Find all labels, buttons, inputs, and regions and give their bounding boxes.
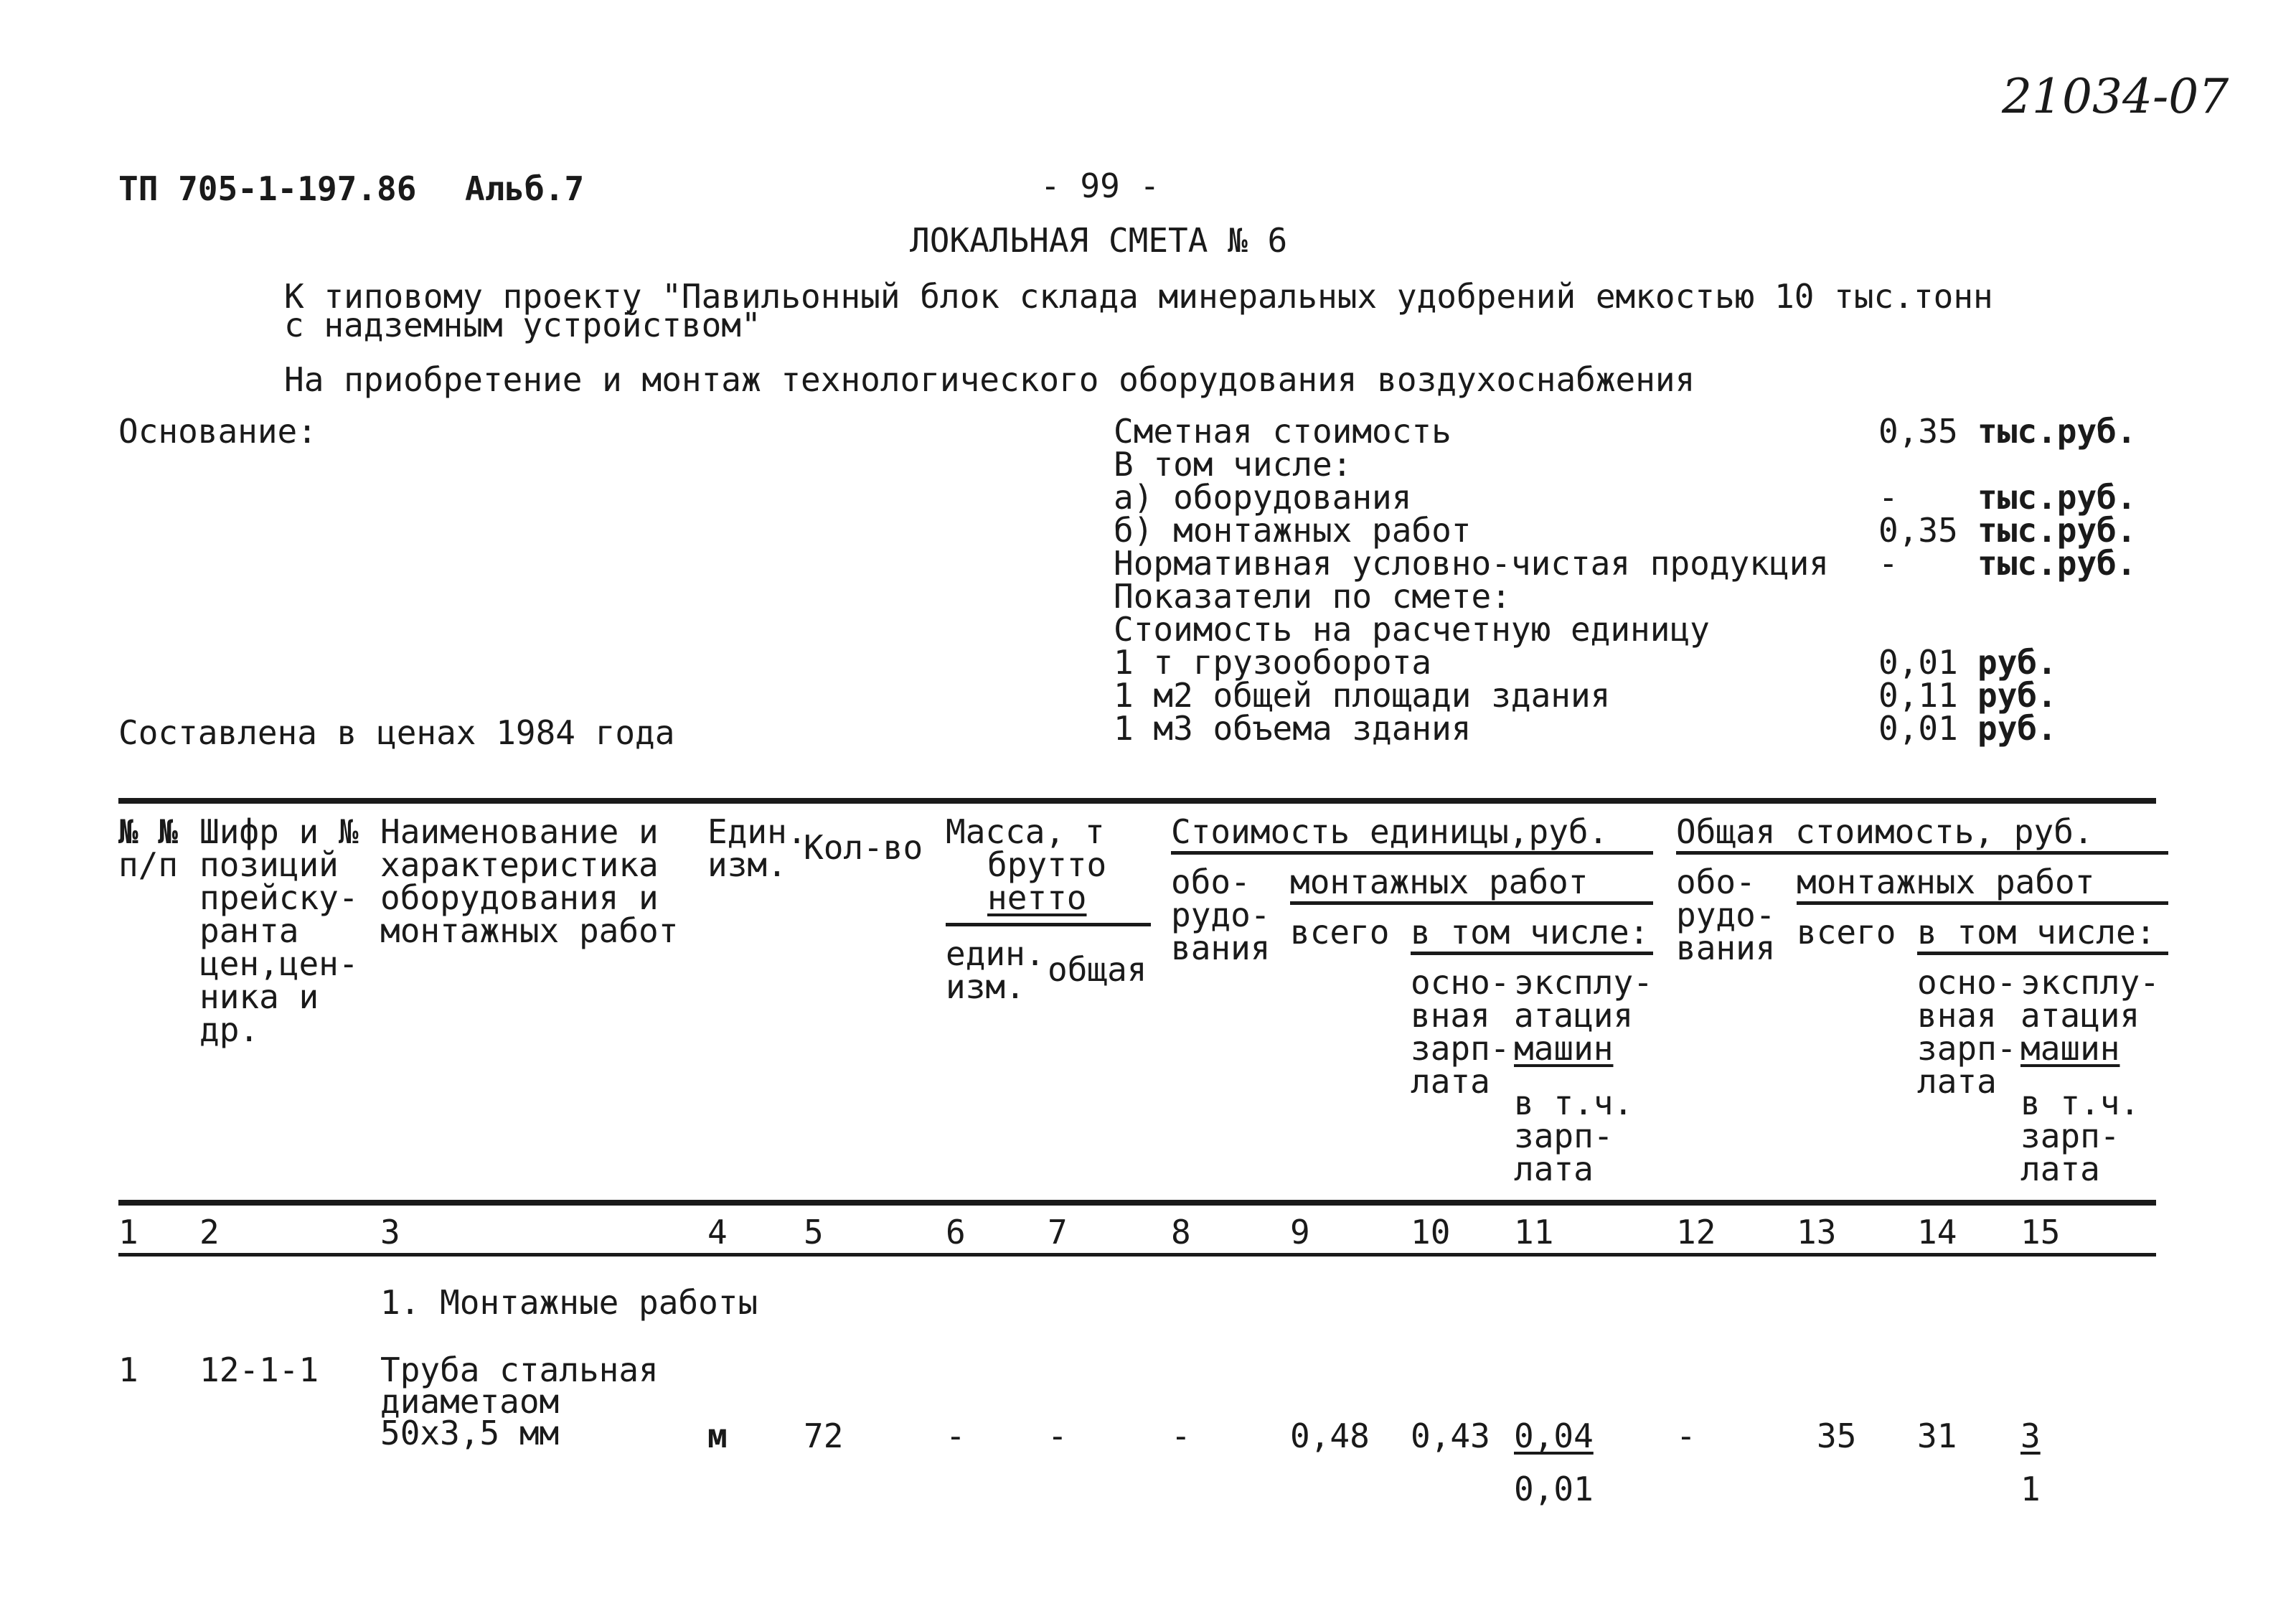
column-number: 14 <box>1917 1213 1957 1251</box>
header-unit-incl-rule <box>1411 952 1653 955</box>
summary-label: 1 м2 общей площади здания <box>1114 676 1611 715</box>
header-col2: др. <box>199 1010 260 1049</box>
header-unit-base-wage: осно- <box>1411 963 1510 1002</box>
column-number: 3 <box>380 1213 400 1251</box>
header-unit-mount: монтажных работ <box>1290 863 1589 901</box>
summary-value: - <box>1878 544 1899 583</box>
summary-label: а) оборудования <box>1114 478 1412 517</box>
row-name: диаметаом <box>380 1382 560 1421</box>
header-col4: Един. <box>707 812 807 851</box>
header-total-incl-wage: в т.ч. <box>2020 1084 2140 1122</box>
header-total-cost: Общая стоимость, руб. <box>1676 812 2094 851</box>
column-number: 2 <box>199 1213 220 1251</box>
column-number: 11 <box>1514 1213 1554 1251</box>
header-total-base-wage: осно- <box>1917 963 2017 1002</box>
header-col3: монтажных работ <box>380 911 679 950</box>
row-name: 50х3,5 мм <box>380 1414 560 1452</box>
table-top-rule <box>118 798 2156 804</box>
summary-label: 1 т грузооборота <box>1114 643 1432 682</box>
album-label: Альб.7 <box>465 169 585 208</box>
header-col2: прейску- <box>199 878 359 917</box>
column-number: 13 <box>1797 1213 1837 1251</box>
header-unit-mount-rule <box>1290 901 1653 905</box>
header-total-incl-wage: зарп- <box>2020 1117 2120 1155</box>
header-mass-total: общая <box>1048 950 1147 989</box>
doc-number: 21034-07 <box>2002 69 2229 124</box>
header-total-base-wage: зарп- <box>1917 1029 2017 1068</box>
summary-unit: руб. <box>1977 676 2057 715</box>
header-unit-cost-rule <box>1171 851 1653 855</box>
header-col2: Шифр и № <box>199 812 359 851</box>
header-total-base-wage: вная <box>1917 996 1997 1035</box>
header-total-base-wage: лата <box>1917 1062 1997 1101</box>
project-line-2: с надземным устройством" <box>284 306 761 344</box>
header-total-machines: машин <box>2020 1029 2120 1068</box>
summary-unit: тыс.руб. <box>1977 412 2137 451</box>
summary-value: 0,01 <box>1878 643 1958 682</box>
header-col2: позиций <box>199 845 339 884</box>
header-unit-machines: эксплу- <box>1514 963 1653 1002</box>
header-unit-machines: машин <box>1514 1029 1614 1068</box>
header-col1: № № <box>118 812 179 851</box>
header-col2: ранта <box>199 911 299 950</box>
header-unit-all: всего <box>1290 913 1390 952</box>
header-mass-netto: нетто <box>987 878 1087 917</box>
header-total-machines: атация <box>2020 996 2140 1035</box>
summary-value: 0,35 <box>1878 511 1958 550</box>
row-mass-total: - <box>1048 1417 1068 1455</box>
header-unit-equip: вания <box>1171 929 1271 967</box>
header-col3: характеристика <box>380 845 659 884</box>
summary-label: Сметная стоимость <box>1114 412 1452 451</box>
header-col3: оборудования и <box>380 878 659 917</box>
summary-unit: руб. <box>1977 643 2057 682</box>
table-header-rule <box>118 1200 2156 1206</box>
column-number: 15 <box>2020 1213 2061 1251</box>
row-machines-total: 3 <box>2020 1417 2041 1455</box>
tp-code: ТП 705-1-197.86 <box>118 169 417 208</box>
header-total-incl: в том числе: <box>1917 913 2156 952</box>
header-total-equip: рудо- <box>1676 896 1776 934</box>
summary-value: - <box>1878 478 1899 517</box>
row-mount-all-unit: 0,48 <box>1290 1417 1370 1455</box>
column-number: 4 <box>707 1213 728 1251</box>
header-total-incl-wage: лата <box>2020 1150 2100 1188</box>
header-unit-base-wage: лата <box>1411 1062 1490 1101</box>
header-mass-rule <box>946 923 1151 926</box>
row-machines-wage-unit: 0,01 <box>1514 1470 1594 1508</box>
header-unit-incl-wage: в т.ч. <box>1514 1084 1634 1122</box>
basis-label: Основание: <box>118 412 317 451</box>
column-number: 1 <box>118 1213 138 1251</box>
column-number: 8 <box>1171 1213 1191 1251</box>
row-code: 12-1-1 <box>199 1351 319 1389</box>
column-number: 9 <box>1290 1213 1310 1251</box>
column-numbers-rule <box>118 1253 2156 1257</box>
column-number: 7 <box>1048 1213 1068 1251</box>
column-number: 12 <box>1676 1213 1716 1251</box>
header-unit-machines: атация <box>1514 996 1634 1035</box>
header-unit-incl: в том числе: <box>1411 913 1650 952</box>
header-col2: ника и <box>199 977 319 1016</box>
column-number: 5 <box>804 1213 824 1251</box>
header-col3: Наименование и <box>380 812 659 851</box>
header-unit-equip: обо- <box>1171 863 1251 901</box>
summary-label: Показатели по смете: <box>1114 577 1511 616</box>
header-mass-unit: изм. <box>946 967 1025 1006</box>
header-unit-base-wage: зарп- <box>1411 1029 1510 1068</box>
prices-note: Составлена в ценах 1984 года <box>118 713 675 752</box>
summary-value: 0,35 <box>1878 412 1958 451</box>
header-unit-cost: Стоимость единицы,руб. <box>1171 812 1609 851</box>
summary-unit: тыс.руб. <box>1977 544 2137 583</box>
summary-label: б) монтажных работ <box>1114 511 1472 550</box>
summary-label: Нормативная условно-чистая продукция <box>1114 544 1829 583</box>
summary-unit: тыс.руб. <box>1977 511 2137 550</box>
row-qty: 72 <box>804 1417 844 1455</box>
header-unit-incl-wage: зарп- <box>1514 1117 1614 1155</box>
row-equip-unit: - <box>1171 1417 1191 1455</box>
row-base-wage-total: 31 <box>1917 1417 1957 1455</box>
header-total-equip: вания <box>1676 929 1776 967</box>
header-total-machines: эксплу- <box>2020 963 2160 1002</box>
document-title: ЛОКАЛЬНАЯ СМЕТА № 6 <box>910 221 1288 260</box>
row-unit: м <box>707 1417 728 1455</box>
row-base-wage-unit: 0,43 <box>1411 1417 1490 1455</box>
row-mount-all-total: 35 <box>1817 1417 1857 1455</box>
header-total-all: всего <box>1797 913 1896 952</box>
header-col5: Кол-во <box>804 828 923 867</box>
summary-label: В том числе: <box>1114 445 1352 484</box>
summary-unit: тыс.руб. <box>1977 478 2137 517</box>
summary-value: 0,01 <box>1878 709 1958 748</box>
purpose-line: На приобретение и монтаж технологического оборудования воздухоснабжения <box>284 360 1695 399</box>
header-total-cost-rule <box>1676 851 2168 855</box>
header-unit-incl-wage: лата <box>1514 1150 1594 1188</box>
row-mass-unit: - <box>946 1417 966 1455</box>
header-unit-base-wage: вная <box>1411 996 1490 1035</box>
row-machines-wage-total: 1 <box>2020 1470 2041 1508</box>
section-title: 1. Монтажные работы <box>380 1283 758 1322</box>
row-machines-unit: 0,04 <box>1514 1417 1594 1455</box>
header-col1: п/п <box>118 845 179 884</box>
column-number: 6 <box>946 1213 966 1251</box>
header-mass-unit: един. <box>946 934 1045 973</box>
header-total-equip: обо- <box>1676 863 1756 901</box>
header-unit-equip: рудо- <box>1171 896 1271 934</box>
header-mass: Масса, т <box>946 812 1105 851</box>
header-total-incl-rule <box>1917 952 2168 955</box>
column-number: 10 <box>1411 1213 1451 1251</box>
row-name: Труба стальная <box>380 1351 659 1389</box>
summary-label: 1 м3 объема здания <box>1114 709 1472 748</box>
summary-unit: руб. <box>1977 709 2057 748</box>
row-number: 1 <box>118 1351 138 1389</box>
summary-label: Стоимость на расчетную единицу <box>1114 610 1710 649</box>
project-line-1: К типовому проекту "Павильонный блок склада минеральных удобрений емкостью 10 тыс.тонн <box>284 277 1993 316</box>
header-col2: цен,цен- <box>199 944 359 983</box>
page-number: - 99 - <box>1040 166 1160 205</box>
row-equip-total: - <box>1676 1417 1696 1455</box>
header-total-mount: монтажных работ <box>1797 863 2095 901</box>
header-col4: изм. <box>707 845 787 884</box>
header-total-mount-rule <box>1797 901 2168 905</box>
summary-value: 0,11 <box>1878 676 1958 715</box>
header-mass: брутто <box>987 845 1107 884</box>
